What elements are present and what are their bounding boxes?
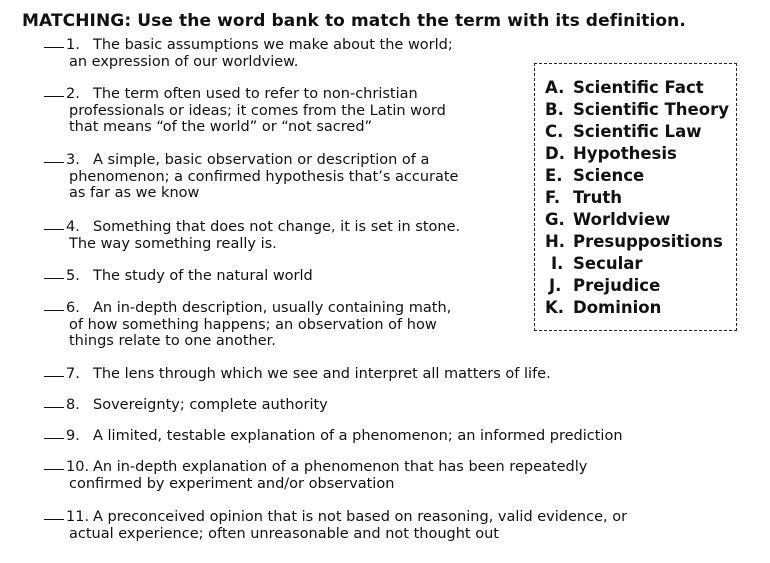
answer-blank[interactable] (44, 438, 64, 439)
item-number: 8. (44, 397, 93, 414)
word-bank-item: C. Scientific Law (545, 122, 702, 141)
item-number: 11. (44, 509, 93, 526)
answer-blank[interactable] (44, 469, 64, 470)
answer-blank[interactable] (44, 407, 64, 408)
definition-item-11 (44, 509, 627, 542)
definition-text: The basic assumptions we make about the world; (93, 37, 453, 53)
item-number: 4. (44, 219, 93, 236)
answer-blank[interactable] (44, 278, 64, 279)
definition-text: confirmed by experiment and/or observation (69, 475, 395, 492)
definition-text: Sovereignty; complete authority (93, 397, 328, 413)
definition-item-4 (44, 219, 460, 252)
word-bank-item: D. Hypothesis (545, 144, 677, 163)
answer-blank[interactable] (44, 47, 64, 48)
definition-text: A simple, basic observation or description of a (93, 152, 430, 168)
definition-text: of how something happens; an observation of how (69, 316, 437, 333)
item-number: 10. (44, 459, 93, 476)
answer-blank[interactable] (44, 96, 64, 97)
item-number: 6. (44, 300, 93, 317)
definition-text: professionals or ideas; it comes from the Latin word (69, 102, 446, 119)
definition-text: An in-depth description, usually containing math, (93, 300, 452, 316)
definition-text: phenomenon; a confirmed hypothesis that’s accurate (69, 168, 459, 185)
definition-item-8 (44, 397, 328, 414)
word-bank-item: H. Presuppositions (545, 232, 723, 251)
word-bank-item: G. Worldview (545, 210, 671, 229)
definition-text: actual experience; often unreasonable and not thought out (69, 525, 499, 542)
item-number: 5. (44, 268, 93, 285)
definition-text: The study of the natural world (93, 268, 313, 284)
word-bank-item: F. Truth (545, 188, 622, 207)
item-number: 2. (44, 86, 93, 103)
answer-blank[interactable] (44, 519, 64, 520)
definition-item-10 (44, 459, 587, 492)
word-bank-item: I. Secular (551, 254, 643, 273)
definition-text: An in-depth explanation of a phenomenon that has been repeatedly (93, 459, 588, 475)
definition-item-1 (44, 37, 453, 70)
item-number: 7. (44, 366, 93, 383)
word-bank-item: B. Scientific Theory (545, 100, 729, 119)
definition-text: The lens through which we see and interpret all matters of life. (93, 366, 551, 382)
answer-blank[interactable] (44, 376, 64, 377)
definition-text: things relate to one another. (69, 333, 276, 349)
definition-item-6 (44, 300, 451, 350)
definition-item-9 (44, 428, 623, 445)
definition-text: The way something really is. (69, 235, 277, 252)
definition-text: The term often used to refer to non-christian (93, 86, 418, 102)
word-bank-item: K. Dominion (545, 298, 662, 317)
definition-text: that means “of the world” or “not sacred” (69, 119, 373, 135)
word-bank-item: J. Prejudice (549, 276, 661, 295)
definition-text: an expression of our worldview. (69, 53, 299, 70)
answer-blank[interactable] (44, 310, 64, 311)
word-bank-item: A. Scientific Fact (545, 78, 704, 97)
definition-item-7 (44, 366, 551, 383)
definition-item-5 (44, 268, 313, 285)
definition-item-3 (44, 152, 458, 202)
word-bank-item: E. Science (545, 166, 645, 185)
worksheet-title: MATCHING: Use the word bank to match the term with its definition. (22, 11, 686, 31)
definition-text: as far as we know (69, 185, 200, 201)
item-number: 3. (44, 152, 93, 169)
word-bank-box (534, 63, 737, 331)
answer-blank[interactable] (44, 229, 64, 230)
definition-text: Something that does not change, it is set in stone. (93, 219, 461, 235)
definition-item-2 (44, 86, 446, 136)
definition-text: A preconceived opinion that is not based on reasoning, valid evidence, or (93, 509, 628, 525)
answer-blank[interactable] (44, 162, 64, 163)
definition-text: A limited, testable explanation of a phenomenon; an informed prediction (93, 428, 623, 444)
item-number: 1. (44, 37, 93, 54)
item-number: 9. (44, 428, 93, 445)
